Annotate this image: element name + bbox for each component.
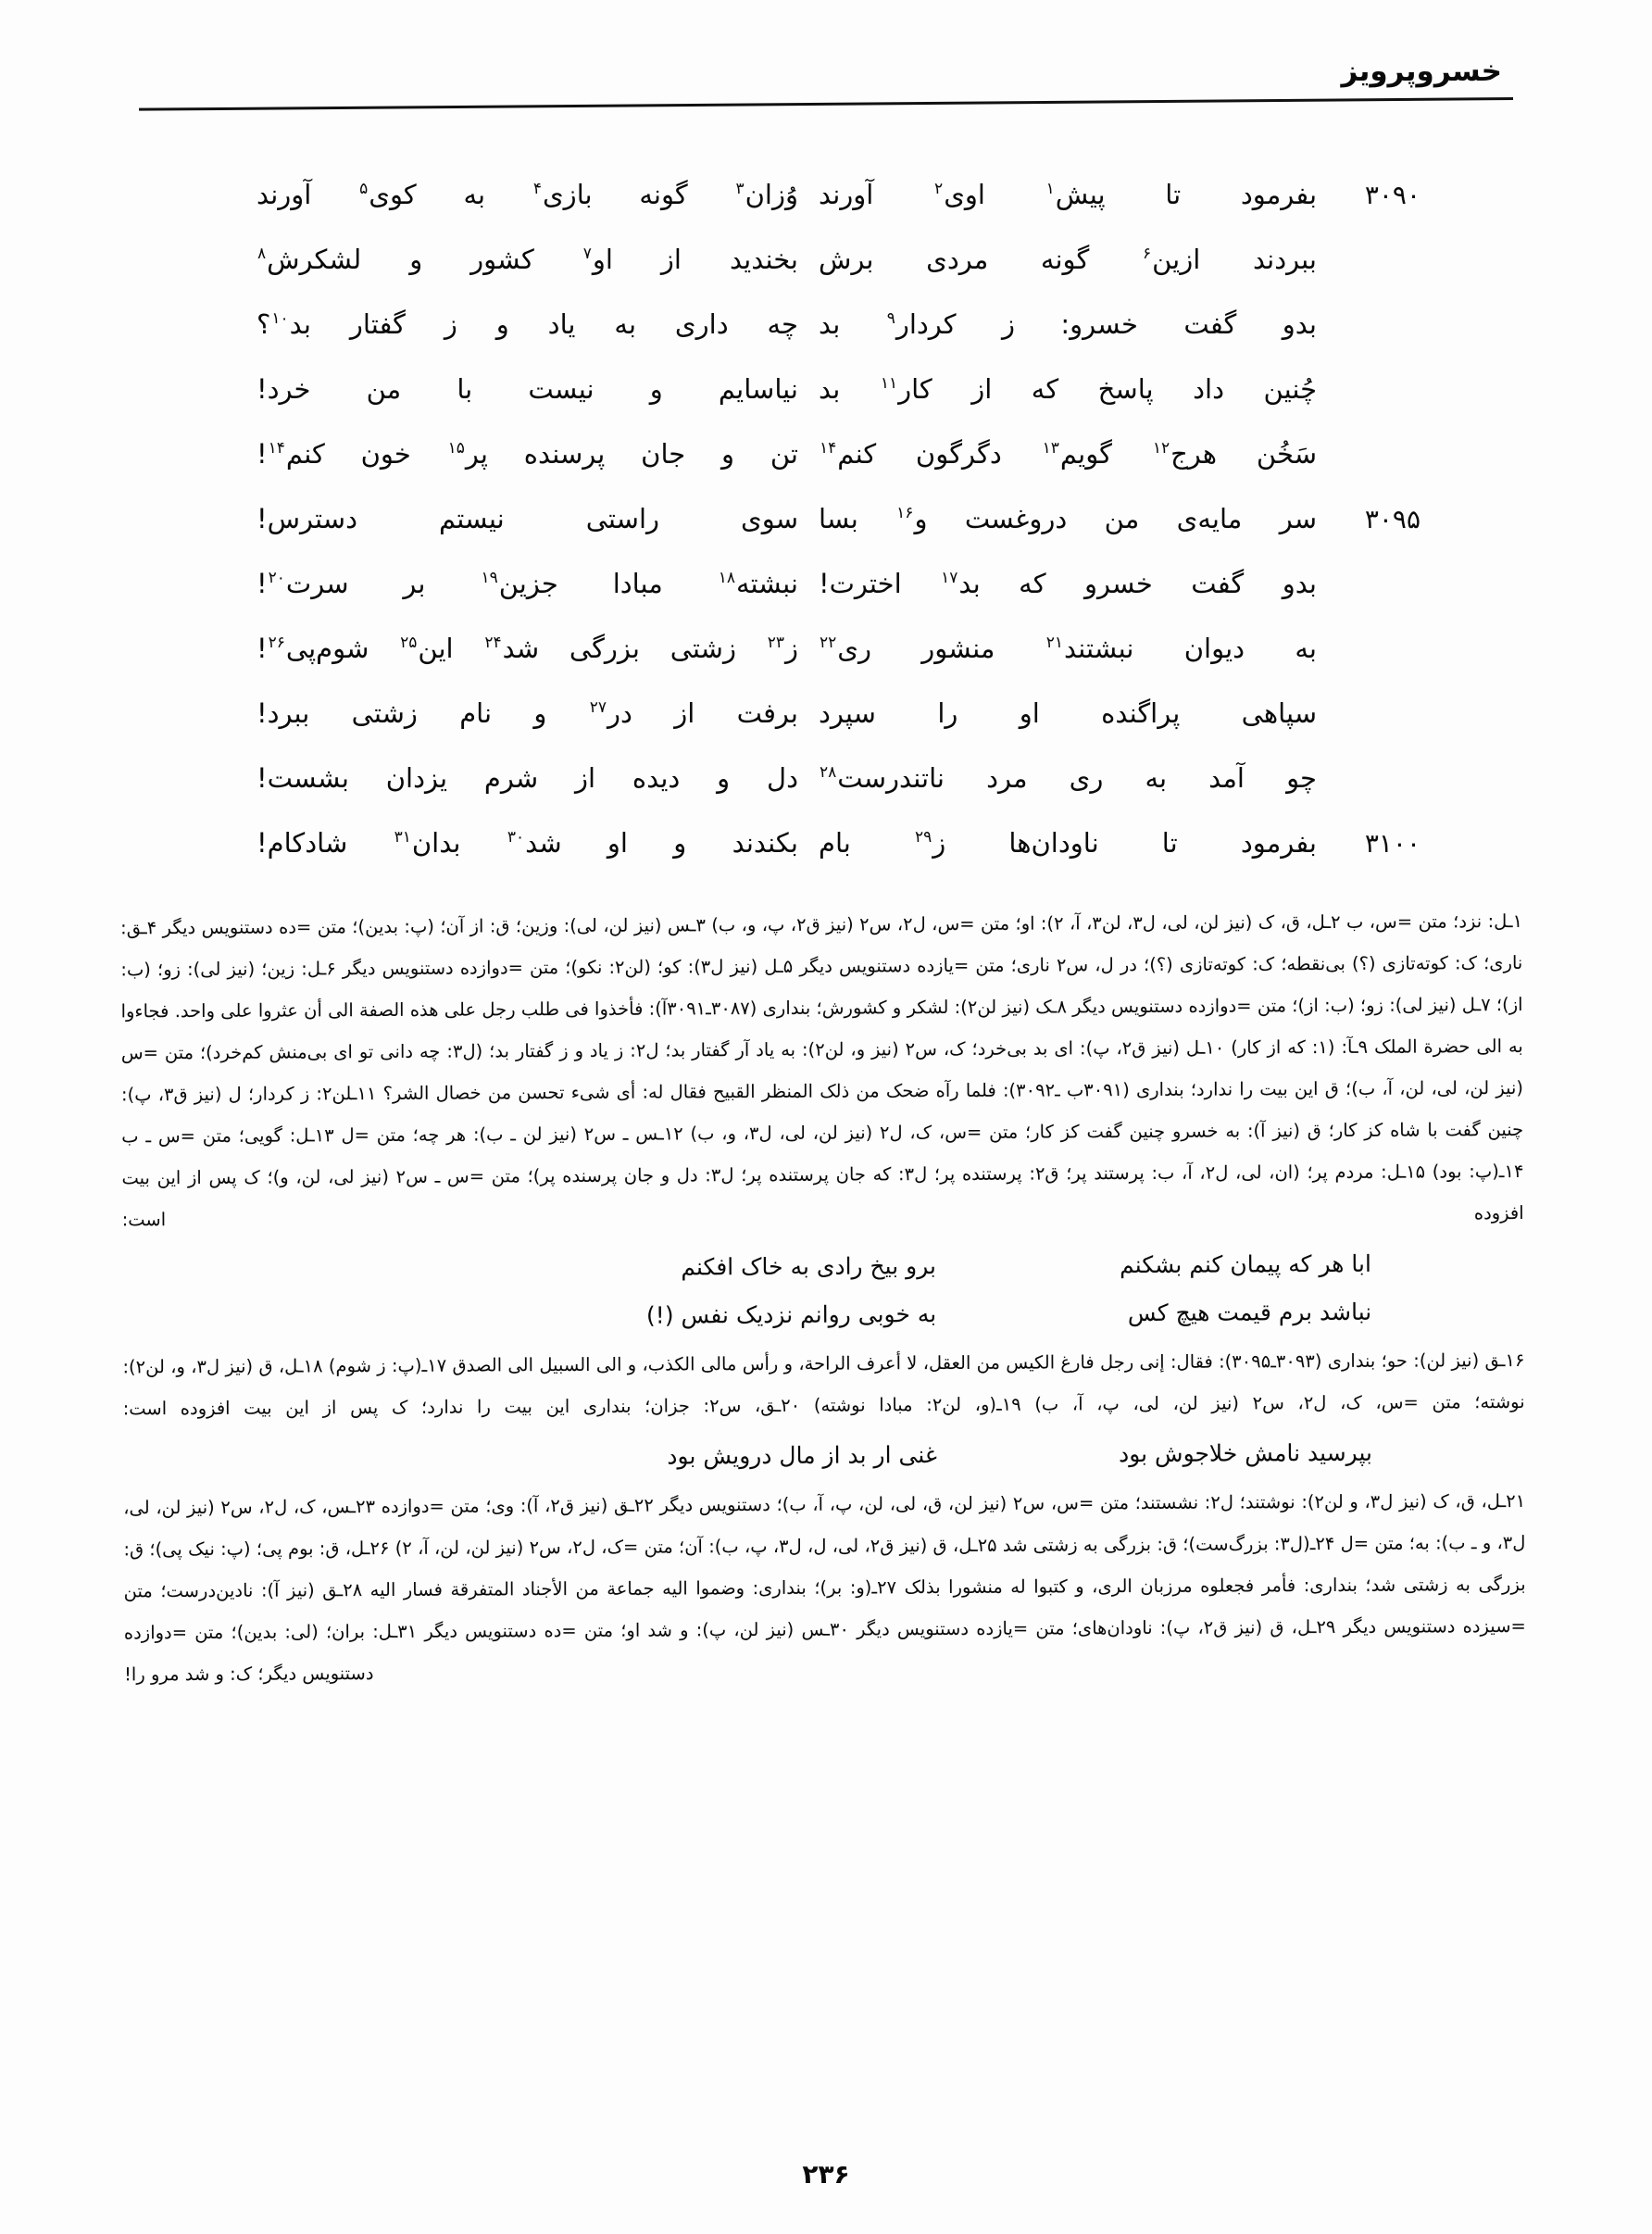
verse-row <box>227 227 1420 292</box>
apparatus-paragraph-2: ۱۶ـق (نیز لن): حو؛ بنداری (۳۰۹۳ـ۳۰۹۵): فقال: إنی رجل فارغ الکیس من العقل، لا أعرف الراحة، و رأس مالی الکذب، و الی السبیل الی الصدق ۱۷ـ(پ: ز شوم) ۱۸ـل، ق (نیز ل۳، و، لن۲): نوشته؛ متن =س، ک، ل۲، س۲ (نیز لن، لی، پ، آ، ب) ۱۹ـ(و، لن۲: مبادا نوشته) ۲۰ـق، س۲: جزان؛ بنداری این بیت را ندارد؛ ک پس از این بیت افزوده است: <box>122 1349 1525 1420</box>
verse-hemistich-b: چه داری به یاد و ز گفتار بد$^{۱۰}$؟ <box>257 308 798 340</box>
verse-number: ۳۰۹۵ <box>1364 504 1420 534</box>
verse-hemistich-a: ببردند ازین$^۶$ گونه مردی برش <box>819 244 1317 275</box>
verse-hemistich-a: بدو گفت خسرو که بد$^{۱۷}$ اخترت! <box>819 568 1317 599</box>
inset-couplet-1-line-b-left: به خوبی روانم نزدیک نفس (!) <box>645 1300 937 1329</box>
inset-couplet-1-line-a-left: برو بیخ رادی به خاک افکنم <box>681 1252 936 1281</box>
running-head <box>139 57 1513 122</box>
verse-hemistich-a: بدو گفت خسرو: ز کردار$^۹$ بد <box>819 308 1317 340</box>
verse-hemistich-b: بکندند و او شد$^{۳۰}$ بدان$^{۳۱}$ شادکام! <box>257 827 798 859</box>
verse-hemistich-a: چو آمد به ری مرد ناتندرست$^{۲۸}$ <box>820 762 1317 794</box>
verse-row <box>227 292 1420 357</box>
inset-couplet-2-left-column <box>456 1431 937 1482</box>
verse-row <box>227 616 1420 681</box>
verse-block <box>227 162 1420 875</box>
verse-hemistich-a: سر مایه‌ی من دروغست و$^{۱۶}$ بسا <box>819 503 1317 534</box>
verse-hemistich-b: بخندید از او$^۷$ کشور و لشکرش$^۸$ <box>257 244 798 275</box>
header-rule <box>139 97 1513 111</box>
inset-couplet-1-line-a-right: ابا هر که پیمان کنم بشکنم <box>1120 1249 1371 1279</box>
verse-hemistich-a: چُنین داد پاسخ که از کار$^{۱۱}$ بد <box>819 373 1318 405</box>
verse-hemistich-a: به دیوان نبشتند$^{۲۱}$ منشور ری$^{۲۲}$ <box>820 633 1318 664</box>
inset-couplet-2-right-column <box>937 1429 1372 1479</box>
critical-apparatus <box>120 900 1526 1695</box>
apparatus-paragraph-3: ۲۱ـل، ق، ک (نیز ل۳، و لن۲): نوشتند؛ ل۲: نشستند؛ متن =س، س۲ (نیز لن، ق، لی، لن، پ، آ، ب)؛ دستنویس دیگر ۲۲ـق (نیز ق۲، آ): وی؛ متن =دوازده ۲۳ـس، ک، ل۲، س۲ (نیز لن، لی، ل۳، و ـ ب): به؛ متن =ل ۲۴ـ(ل۳: بزرگ‌ست)؛ ق: بزرگی به زشتی شد ۲۵ـل، ق (نیز ق۲، لی، ل، ل۳، پ، ب): آن؛ متن =ک، ل۲، س۲ (نیز لن، لن، آ، ۲) ۲۶ـل، ق: بوم پی؛ (پ: نیک پی)؛ ق: بزرگی به زشتی شد؛ بنداری: فأمر فجعلوه مرزبان الری، و کتبوا له منشورا بذلک ۲۷ـ(و: بر)؛ بنداری: وضموا الیه جماعة من الأجناد المتفرقة فسار الیه ۲۸ـق (نیز آ): نادین‌درست؛ متن =سیزده دستنویس دیگر ۲۹ـل، ق (نیز ق۲، پ): ناودان‌های؛ متن =یازده دستنویس دیگر ۳۰ـس (نیز لن، پ): و شد او؛ متن =ده دستنویس دیگر ۳۱ـل: بران؛ (لی: بدین)؛ متن =دوازده دستنویس دیگر؛ ک: و شد مرو را! <box>123 1489 1526 1686</box>
verse-hemistich-b: وُزان$^۳$ گونه بازی$^۴$ به کوی$^۵$ آورند <box>257 179 798 210</box>
verse-row <box>227 357 1420 421</box>
verse-hemistich-b: ز$^{۲۳}$ زشتی بزرگی شد$^{۲۴}$ این$^{۲۵}$ شوم‌پی$^{۲۶}$! <box>257 633 798 664</box>
inset-couplet-1 <box>122 1239 1524 1342</box>
inset-couplet-2-line-a-right: بپرسید نامش خلاجوش بود <box>1118 1438 1372 1468</box>
verse-row <box>227 486 1420 551</box>
verse-hemistich-a: سپاهی پراگنده او را سپرد <box>819 697 1317 729</box>
folio-page-number: ۲۳۶ <box>802 2159 850 2190</box>
verse-hemistich-a: سَخُن هرج$^{۱۲}$ گویم$^{۱۳}$ دگرگون کنم$^{۱۴}$ <box>820 438 1317 470</box>
inset-couplet-1-right-column <box>936 1240 1372 1338</box>
verse-hemistich-b: تن و جان پرسنده پر$^{۱۵}$ خون کنم$^{۱۴}$! <box>257 438 799 470</box>
verse-hemistich-b: نیاسایم و نیست با من خرد! <box>257 373 798 405</box>
verse-number: ۳۰۹۰ <box>1364 180 1420 210</box>
verse-row <box>227 162 1420 227</box>
verse-hemistich-b: نبشته$^{۱۸}$ مبادا جزین$^{۱۹}$ بر سرت$^{۲۰}$! <box>257 568 798 599</box>
verse-row <box>227 810 1420 875</box>
verse-hemistich-a: بفرمود تا ناودان‌ها ز$^{۲۹}$ بام <box>819 827 1317 859</box>
verse-row <box>227 746 1420 810</box>
verse-hemistich-b: سوی راستی نیستم دسترس! <box>257 503 798 534</box>
inset-couplet-2 <box>123 1428 1525 1483</box>
running-head-title: خسروپرویز <box>1341 55 1502 88</box>
verse-row <box>227 421 1420 486</box>
inset-couplet-1-line-b-right: نباشد برم قیمت هیچ کس <box>1127 1298 1372 1327</box>
inset-couplet-1-left-column <box>455 1242 937 1341</box>
verse-hemistich-b: برفت از در$^{۲۷}$ و نام زشتی ببرد! <box>257 697 799 729</box>
inset-couplet-2-line-a-left: غنی ار بد از مال درویش بود <box>667 1441 937 1470</box>
verse-number: ۳۱۰۰ <box>1364 828 1420 859</box>
verse-hemistich-b: دل و دیده از شرم یزدان بشست! <box>257 762 798 794</box>
apparatus-paragraph-1: ۱ـل: نزد؛ متن =س، ب ۲ـل، ق، ک (نیز لن، لی، ل۳، لن۳، آ، ۲): او؛ متن =س، ل۲، س۲ (نیز ق۲، پ، و، ب) ۳ـس (نیز لن، لی): وزین؛ ق: از آن؛ (پ: بدین)؛ متن =ده دستنویس دیگر ۴ـق: ناری؛ ک: کوته‌تازی (؟) بی‌نقطه؛ ک: کوته‌تازی (؟)؛ در ل، س۲ ناری؛ متن =یازده دستنویس دیگر ۵ـل (نیز ل۳): کو؛ (لن۲: نکو)؛ متن =دوازده دستنویس دیگر ۶ـل: زین؛ (نیز لی): زو؛ (ب: از)؛ ۷ـل (نیز لی): زو؛ (ب: از)؛ متن =دوازده دستنویس دیگر ۸ـک (نیز لن۲): لشکر و کشورش؛ بنداری (۳۰۸۷ـ۳۰۹۱آ): فأخذوا فی طلب رجل علی هذه الصفة الی أن عثروا علی واحد. فجاءوا به الی حضرة الملک ۹ـآ: (۱: که از کار) ۱۰ـل (نیز ق۲، پ): ای بد بی‌خرد؛ ک، س۲ (نیز و، لن۲): به یاد آر گفتار بد؛ ل۲: ز یاد و ز گفتار بد؛ (ل۳: چه دانی تو ای بی‌منش کم‌خرد)؛ متن =س (نیز لن، لی، لن، آ، ب)؛ ق این بیت را ندارد؛ بنداری (۳۰۹۱ب ـ۳۰۹۲): فلما رآه ضحک من ذلک المنظر القبیح فقال له: أی شیء تحسن من خصال الشر؟ ۱۱ـلن۲: ز کردار؛ ل (نیز ق۳، پ): چنین گفت با شاه کز کار؛ ق (نیز آ): به خسرو چنین گفت کز کار؛ متن =س، ک، ل۲ (نیز لن، لی، ل۳، و، ب) ۱۲ـس ـ س۲ (نیز لن ـ ب): هر چه؛ متن =ل ۱۳ـل: گویی؛ متن =س ـ ب ۱۴ـ(پ: بود) ۱۵ـل: مردم پر؛ (ان، لی، ل۲، آ، ب: پرستند پر؛ ق۲: پرستنده پر؛ ل۳: که جان پرستنده پر؛ ل۳: دل و جان پرسنده پر)؛ متن =س ـ س۲ (نیز لی، لن، و)؛ ک پس از این بیت افزوده است: <box>120 910 1524 1231</box>
verse-hemistich-a: بفرمود تا پیش$^۱$ اوی$^۲$ آورند <box>819 179 1318 210</box>
verse-row <box>227 551 1420 616</box>
verse-row <box>227 681 1420 746</box>
